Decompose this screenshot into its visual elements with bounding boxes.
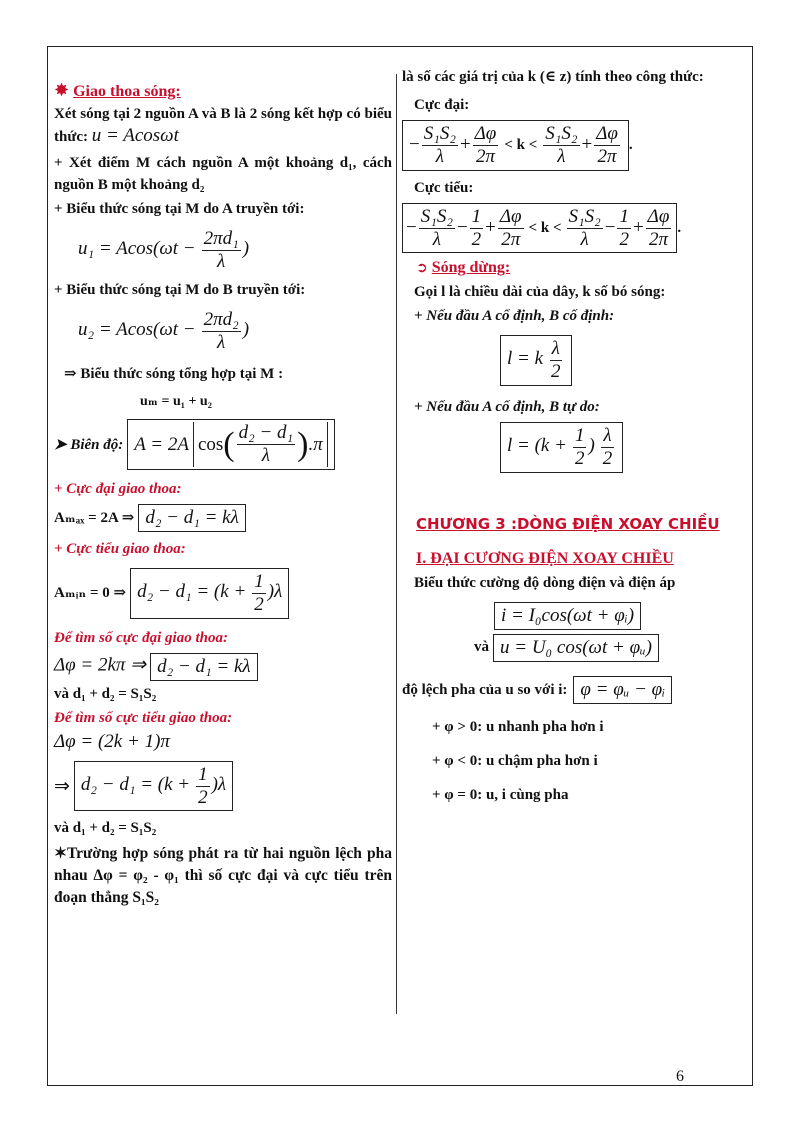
max-interference-row [54, 504, 392, 532]
min-box [130, 568, 289, 619]
implies-sign: ⇒ [54, 775, 70, 797]
min-count-label: Cực tiểu: [414, 179, 474, 196]
right-column [402, 66, 748, 806]
section-heading [402, 550, 748, 568]
both-fixed-text: + Nếu đầu A cố định, B cố định: [414, 308, 615, 325]
mx-twopi-b: 2π [597, 145, 617, 167]
phase-diff-formula: φ = φᵤ − φᵢ [573, 676, 672, 704]
and-word: và [474, 639, 489, 656]
current-formula: i = I₀cos(ωt + φᵢ) [494, 602, 641, 630]
mn-half-n-b: 1 [619, 205, 629, 227]
free-end-text: + Nếu đầu A cố định, B tự do: [414, 399, 600, 416]
mx-s1s2-b: S₁S₂ [545, 123, 578, 144]
intro-text [54, 103, 392, 148]
mn-dphi-b: Δφ [647, 205, 670, 227]
wave-formula: u = Acosωt [91, 125, 179, 146]
min-box-rhs: )λ [267, 581, 283, 603]
voltage-formula-row [402, 634, 748, 662]
mx-twopi-a: 2π [475, 145, 495, 167]
find-max-label: Để tìm số cực đại giao thoa: [54, 629, 228, 646]
phase-diff-row [402, 676, 748, 704]
u2-lhs: u₂ = Acos(ωt − [78, 318, 196, 340]
wave-from-b-text: + Biểu thức sóng tại M do B truyền tới: [54, 281, 306, 298]
u1-lhs: u₁ = Acos(ωt − [78, 238, 196, 260]
free-half-n: 1 [574, 425, 585, 447]
sum-distances-2: và d₁ + d₂ = S₁S₂ [54, 820, 157, 837]
fixed-formula-row [402, 335, 748, 386]
dphi-min [54, 731, 392, 753]
phase-negative: + φ < 0: u chậm pha hơn i [432, 752, 598, 769]
mn-dphi-a: Δφ [499, 205, 522, 227]
u2-formula: u₂ = Acos(ωt − $\frac{\text{2πd₂}}{\lambda}$ ) [78, 308, 250, 353]
max-interference-label: + Cực đại giao thoa: [54, 481, 182, 498]
free-formula-box: l = (k + $\frac{1}{2}$ ) $\frac{\lambda}{2}$ [500, 422, 623, 473]
fixed-two: 2 [551, 361, 561, 383]
phase-positive: + φ > 0: u nhanh pha hơn i [432, 718, 604, 735]
standing-heading-row [402, 259, 748, 277]
wave-from-a-text: + Biểu thức sóng tại M do A truyền tới: [54, 201, 305, 217]
amplitude-box: A = 2A cos ( $\frac{\text{d₂ − d₁}}{\lambda}$ ) .π [127, 419, 335, 470]
find-min-label: Để tìm số cực tiểu giao thoa: [54, 709, 233, 726]
point-m-text: + Xét điểm M cách nguồn A một khoảng d₁, cách nguồn B một khoảng d₂ [54, 155, 392, 193]
min-formula-rhs: )λ [211, 773, 227, 795]
fixed-lhs: l = k [507, 348, 544, 370]
free-half-d: 2 [574, 447, 585, 469]
fixed-formula-box [500, 335, 572, 386]
amp-den: λ [261, 445, 270, 467]
star-icon: ✸ [54, 80, 70, 100]
min-formula-lhs: d₂ − d₁ = (k + [80, 773, 191, 795]
free-lhs: l = (k + [507, 435, 567, 457]
mn-twopi-b: 2π [648, 228, 669, 250]
max-box: d₂ − d₁ = kλ [138, 504, 246, 532]
mx-dphi-b: Δφ [596, 123, 618, 144]
mn-lambda-a: λ [432, 228, 441, 250]
phase-zero: + φ = 0: u, i cùng pha [432, 786, 569, 803]
amplitude-lhs: A = 2A [134, 433, 189, 455]
left-column [54, 74, 392, 909]
free-two: 2 [602, 447, 613, 469]
half-den: 2 [254, 593, 264, 615]
min-count-row: − $\frac{\text{S₁S₂}}{\lambda}$ − $\frac{1}{2}$ + $\frac{\Delta\varphi}{2\pi}$ < k < $\frac{\text{S₁S₂}}{\lambda}$ − $\frac{1}{2}$ + $\frac{\Delta\varphi}{2\pi}$ . [402, 203, 748, 254]
min-interference-label: + Cực tiểu giao thoa: [54, 541, 186, 558]
min-eq: Aₘᵢₙ = 0 ⇒ [54, 585, 127, 602]
standing-wave-heading: Sóng dừng: [431, 259, 511, 277]
phase-diff-label: độ lệch pha của u so với i: [402, 681, 568, 698]
u1-num: 2πd₁ [203, 228, 239, 249]
column-divider [396, 74, 397, 1014]
min-formula-box [74, 761, 233, 812]
ac-expression-text: Biểu thức cường độ dòng điện và điện áp [414, 574, 676, 591]
current-formula-row [402, 602, 748, 630]
section-heading-interference: Giao thoa sóng: [73, 83, 181, 100]
free-formula-row [402, 422, 748, 473]
mn-half-d-a: 2 [471, 228, 482, 250]
u1-den: λ [217, 250, 226, 272]
dphi-max-box: d₂ − d₁ = kλ [150, 653, 258, 681]
mn-half-n-a: 1 [471, 205, 482, 227]
sum-distances-1: và d₁ + d₂ = S₁S₂ [54, 685, 157, 702]
page-number: 6 [676, 1068, 684, 1085]
k-values-text: là số các giá trị của k (∈ z) tính theo công thức: [402, 69, 704, 85]
mx-lambda-b: λ [557, 145, 566, 167]
max-count-row: − $\frac{\text{S₁S₂}}{\lambda}$ + $\frac{\Delta\varphi}{2\pi}$ < k < $\frac{\text{S₁S₂}}{\lambda}$ + $\frac{\Delta\varphi}{2\pi}$ . [402, 120, 748, 171]
total-wave-text: ⇒ Biểu thức sóng tổng hợp tại M : [64, 366, 284, 383]
mn-k: k [540, 220, 550, 237]
min-count-box: − $\frac{\text{S₁S₂}}{\lambda}$ − $\frac{1}{2}$ + $\frac{\Delta\varphi}{2\pi}$ < k < $\frac{\text{S₁S₂}}{\lambda}$ − $\frac{1}{2}$ + $\frac{\Delta\varphi}{2\pi}$ [402, 203, 677, 254]
find-max-row [54, 653, 392, 681]
phase-shift-case: ✶Trường hợp sóng phát ra từ hai nguồn lệch pha nhau Δφ = φ₂ - φ₁ thì số cực đại và cực tiểu trên đoạn thẳng S₁S₂ [54, 845, 392, 907]
amplitude-row [54, 419, 392, 470]
half-num-2: 1 [198, 763, 208, 785]
um-sum: uₘ = u₁ + u₂ [140, 394, 212, 410]
dphi-max: Δφ = 2kπ ⇒ [54, 654, 147, 676]
string-length-text: Gọi l là chiều dài của dây, k số bó sóng: [414, 284, 666, 301]
max-count-box: − $\frac{\text{S₁S₂}}{\lambda}$ + $\frac{\Delta\varphi}{2\pi}$ < k < $\frac{\text{S₁S₂}}{\lambda}$ + $\frac{\Delta\varphi}{2\pi}$ [402, 120, 629, 171]
voltage-formula: u = U₀ cos(ωt + φᵤ) [493, 634, 659, 662]
section-title: I. ĐẠI CƯƠNG ĐIỆN XOAY CHIỀU [416, 549, 674, 567]
mx-lambda-a: λ [435, 145, 444, 167]
chapter-title: CHƯƠNG 3 :DÒNG ĐIỆN XOAY CHIỀU [416, 514, 720, 533]
half-den-2: 2 [198, 786, 208, 808]
u2-den: λ [217, 331, 226, 353]
max-eq: Aₘₐₓ = 2A ⇒ [54, 509, 135, 526]
arrow-circle-icon: ➲ [416, 261, 428, 277]
free-lambda: λ [603, 425, 612, 447]
dphi-min-text: Δφ = (2k + 1)π [54, 730, 170, 752]
mn-s1s2-a: S₁S₂ [420, 205, 453, 227]
mx-dphi-a: Δφ [474, 123, 497, 144]
mx-k: k [516, 137, 525, 154]
mn-lambda-b: λ [580, 228, 589, 250]
chapter-heading [402, 515, 748, 534]
mn-s1s2-b: S₁S₂ [568, 205, 601, 227]
intro-text-a: Xét sóng tại 2 nguồn A và B là 2 sóng kết hợp có biểu thức: [54, 106, 392, 145]
min-formula-row [54, 761, 392, 812]
max-count-label: Cực đại: [414, 97, 470, 113]
u2-num: 2πd₂ [203, 308, 239, 330]
u1-formula: u₁ = Acos(ωt − $\frac{\text{2πd₁}}{\lambda}$ ) [78, 228, 250, 272]
fixed-lambda: λ [551, 338, 560, 360]
min-interference-row [54, 568, 392, 619]
mn-half-d-b: 2 [619, 228, 629, 250]
amp-num: d₂ − d₁ [238, 422, 294, 444]
mx-s1s2-a: S₁S₂ [423, 123, 456, 144]
amplitude-label: ➤ Biên độ: [54, 436, 124, 453]
min-box-lhs: d₂ − d₁ = (k + [137, 581, 247, 603]
mn-twopi-a: 2π [501, 228, 521, 250]
half-num: 1 [254, 571, 264, 593]
